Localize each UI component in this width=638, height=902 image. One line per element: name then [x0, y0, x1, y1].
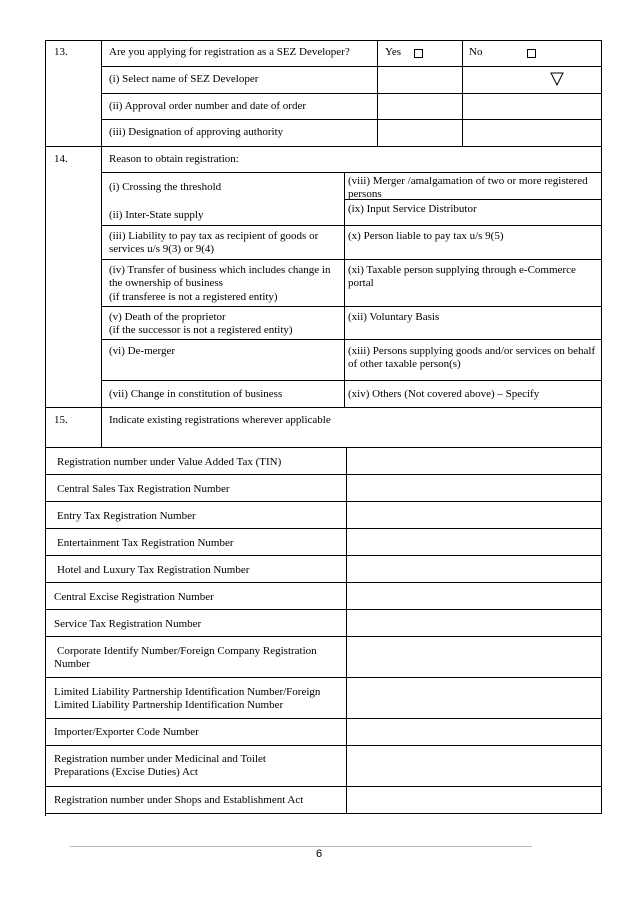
- reason-death-of-proprietor[interactable]: (v) Death of the proprietor: [109, 311, 226, 323]
- table-rule: [45, 813, 602, 814]
- table-rule: [101, 119, 602, 120]
- reason-de-merger[interactable]: (vi) De-merger: [109, 345, 176, 357]
- approval-order-number-field[interactable]: [378, 94, 462, 119]
- reg-llpin-field[interactable]: [347, 678, 601, 718]
- approval-order-date-field[interactable]: [463, 94, 601, 119]
- reason-death-note: (if the successor is not a registered entity): [109, 324, 293, 336]
- reg-shops-establishment-field[interactable]: [347, 787, 601, 813]
- q14-title: Reason to obtain registration:: [109, 153, 239, 165]
- sez-developer-label: (i) Select name of SEZ Developer: [109, 73, 259, 85]
- reg-cst-field[interactable]: [347, 475, 601, 501]
- table-rule: [101, 339, 602, 340]
- reg-central-excise-field[interactable]: [347, 583, 601, 609]
- reg-cin-field[interactable]: [347, 637, 601, 677]
- table-rule: [101, 172, 602, 173]
- reg-hotel-luxury-tax-field[interactable]: [347, 556, 601, 582]
- q14-number: 14.: [54, 153, 68, 165]
- reason-others-specify[interactable]: (xiv) Others (Not covered above) – Specify: [348, 388, 540, 400]
- table-rule: [45, 407, 602, 408]
- reg-cst-label: Central Sales Tax Registration Number: [57, 483, 230, 495]
- reg-shops-establishment-label: Registration number under Shops and Establishment Act: [54, 794, 304, 806]
- reg-entertainment-tax-field[interactable]: [347, 529, 601, 555]
- reg-entertainment-tax-label: Entertainment Tax Registration Number: [57, 537, 234, 549]
- dropdown-triangle-icon: [550, 72, 564, 86]
- table-rule: [45, 146, 602, 147]
- reason-ecommerce[interactable]: (xi) Taxable person supplying through e-Commerce portal: [348, 264, 576, 289]
- reg-llpin-label: Limited Liability Partnership Identification Number/Foreign Limited Liability Partnership Identification Number: [54, 686, 321, 711]
- reason-supplying-on-behalf[interactable]: (xiii) Persons supplying goods and/or services on behalf of other taxable person(s): [348, 345, 596, 370]
- no-label: No: [469, 46, 483, 58]
- reg-entry-tax-field[interactable]: [347, 502, 601, 528]
- reason-input-service-distributor[interactable]: (ix) Input Service Distributor: [348, 203, 477, 215]
- table-border-left: [45, 40, 46, 448]
- reg-entry-tax-label: Entry Tax Registration Number: [57, 510, 196, 522]
- table-rule: [101, 225, 602, 226]
- reason-liability-recipient[interactable]: (iii) Liability to pay tax as recipient of goods or services u/s 9(3) or 9(4): [109, 230, 319, 255]
- approving-authority-field[interactable]: [378, 120, 462, 146]
- reason-transfer-of-business[interactable]: (iv) Transfer of business which includes change in the ownership of business: [109, 264, 331, 289]
- yes-checkbox[interactable]: [414, 49, 423, 58]
- reason-crossing-threshold[interactable]: (i) Crossing the threshold: [109, 181, 222, 193]
- no-checkbox[interactable]: [527, 49, 536, 58]
- table-rule: [45, 40, 602, 41]
- q15-number: 15.: [54, 414, 68, 426]
- reg-medicinal-toilet-field[interactable]: [347, 746, 601, 786]
- approval-order-label: (ii) Approval order number and date of order: [109, 100, 307, 112]
- table-rule: [462, 40, 463, 146]
- reason-change-constitution[interactable]: (vii) Change in constitution of business: [109, 388, 283, 400]
- approving-authority-label: (iii) Designation of approving authority: [109, 126, 284, 138]
- table-border-right: [601, 40, 602, 448]
- reg-service-tax-label: Service Tax Registration Number: [54, 618, 202, 630]
- table-rule: [45, 447, 46, 816]
- q13-number: 13.: [54, 46, 68, 58]
- q15-title: Indicate existing registrations wherever applicable: [109, 414, 331, 426]
- table-rule: [101, 380, 602, 381]
- reg-vat-tin-field[interactable]: [347, 448, 601, 474]
- number-column-divider: [101, 40, 102, 448]
- reason-inter-state-supply[interactable]: (ii) Inter-State supply: [109, 209, 204, 221]
- sez-developer-select[interactable]: [378, 67, 601, 93]
- table-rule: [101, 306, 602, 307]
- reg-cin-label: Corporate Identify Number/Foreign Company Registration Number: [54, 645, 317, 670]
- page-number: 6: [315, 848, 323, 860]
- reason-transfer-note: (if transferee is not a registered entity): [109, 291, 278, 303]
- reason-voluntary-basis[interactable]: (xii) Voluntary Basis: [348, 311, 440, 323]
- table-rule: [344, 172, 345, 407]
- q13-question: Are you applying for registration as a SEZ Developer?: [109, 46, 350, 58]
- reg-hotel-luxury-tax-label: Hotel and Luxury Tax Registration Number: [57, 564, 250, 576]
- reg-iec-label: Importer/Exporter Code Number: [54, 726, 199, 738]
- reg-iec-field[interactable]: [347, 719, 601, 745]
- reg-medicinal-toilet-label: Registration number under Medicinal and Toilet Preparations (Excise Duties) Act: [54, 753, 266, 778]
- yes-label: Yes: [385, 46, 402, 58]
- reason-merger-amalgamation[interactable]: (viii) Merger /amalgamation of two or more registered persons: [348, 175, 588, 200]
- reason-liable-9-5[interactable]: (x) Person liable to pay tax u/s 9(5): [348, 230, 504, 242]
- reg-service-tax-field[interactable]: [347, 610, 601, 636]
- table-rule: [101, 259, 602, 260]
- reg-central-excise-label: Central Excise Registration Number: [54, 591, 214, 603]
- footer-rule: [70, 846, 532, 847]
- reg-vat-tin-label: Registration number under Value Added Tax (TIN): [57, 456, 282, 468]
